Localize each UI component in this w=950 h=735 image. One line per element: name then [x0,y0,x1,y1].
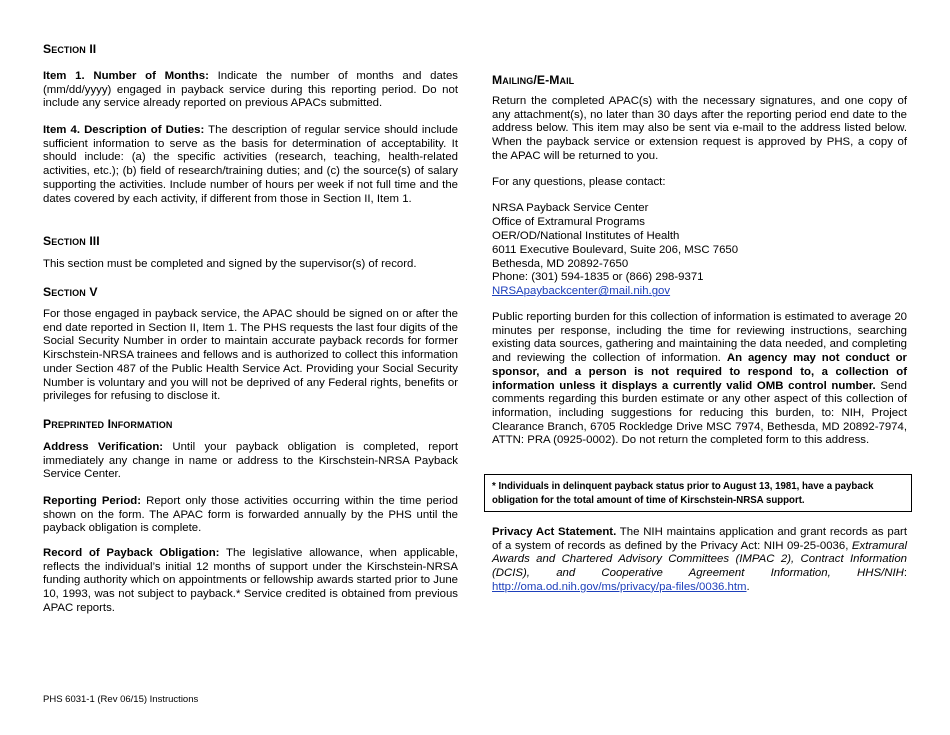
privacy-act-statement [492,526,907,595]
delinquent-status-note: * Individuals in delinquent payback status prior to August 13, 1981, have a payback obligation for the total amount of time of Kirschstein-NRSA support. [492,481,874,506]
item-4-text: The description of regular service should include sufficient information to serve as the basis for determination of acceptability. It should include: (a) the specific activities (research, teaching, health-related activities, etc.); (b) field of research/training duties; and (c) the source(s) of salary supporting the activities. Include number of hours per week if not full time and the dates covered by each activity, if different from those in Section II, Item 1. [43,124,458,205]
burden-statement [492,311,907,448]
form-footer: PHS 6031-1 (Rev 06/15) Instructions [43,694,199,705]
mailing-heading: Mailing/E-Mail [492,73,575,87]
address-line: Office of Extramural Programs [492,215,645,228]
privacy-italic: Extramural Awards and Chartered Advisory Committees (IMPAC 2), Contract Information (DCIS), and Cooperative Agreement Information, HHS/NIH [492,539,907,580]
address-line: NRSA Payback Service Center [492,202,649,214]
address-verification-text: Until your payback obligation is completed, report immediately any change in name or address to the Kirschstein-NRSA Payback Service Center. [43,441,458,481]
burden-text-2: Send comments regarding this burden estimate or any other aspect of this collection of information, including suggestions for reducing this burden, to: NIH, Project Clearance Branch, 6705 Rockledge Drive MSC 7974, Bethesda, MD 20892-7974, ATTN: PRA (0925-0002). Do not return the completed form to this address. [492,379,907,447]
address-line: Phone: (301) 594-1835 or (866) 298-9371 [492,271,704,284]
email-link[interactable]: NRSApaybackcenter@mail.nih.gov [492,285,671,298]
address-line: Bethesda, MD 20892-7650 [492,257,629,270]
privacy-label: Privacy Act Statement. [492,526,617,538]
reporting-period-text: Report only those activities occurring within the time period shown on the form. The APAC form is forwarded annually by the PHS until the payback obligation is complete. [43,495,458,535]
privacy-end: . [746,580,750,593]
item-1-label: Item 1. Number of Months: [43,70,209,82]
item-1-paragraph [43,70,458,111]
item-1-text: Indicate the number of months and dates (mm/dd/yyyy) engaged in payback service during this reporting period. Do not include any service already reported on previous APACs submitted. [43,70,458,110]
questions-text: For any questions, please contact: [492,176,666,188]
preprinted-heading: Preprinted Information [43,417,173,431]
burden-bold-text: An agency may not conduct or sponsor, and a person is not required to respond to, a collection of information unless it displays a currently valid OMB control number. [492,352,907,392]
address-verification-label: Address Verification: [43,441,164,453]
item-4-label: Item 4. Description of Duties: [43,124,205,136]
address-line: OER/OD/National Institutes of Health [492,229,680,242]
section-2-heading: Section II [43,42,97,56]
record-of-payback-paragraph [43,547,458,616]
reporting-period-label: Reporting Period: [43,495,142,507]
address-line: 6011 Executive Boulevard, Suite 206, MSC 7650 [492,243,739,256]
delinquent-status-note-box [484,474,912,512]
reporting-period-paragraph [43,495,458,536]
record-of-payback-label: Record of Payback Obligation: [43,547,220,559]
privacy-text-2: : [903,567,907,580]
section-5-heading: Section V [43,285,98,299]
address-verification-paragraph [43,441,458,482]
privacy-link[interactable]: http://oma.od.nih.gov/ms/privacy/pa-files/0036.htm [492,580,747,593]
privacy-text-1: The NIH maintains application and grant records as part of a system of records as defined by the Privacy Act: NIH 09-25-0036, [492,526,907,552]
mailing-text: Return the completed APAC(s) with the necessary signatures, and one copy of any attachment(s), no later than 30 days after the reporting period end date to the address below. This item may also be sent via e-mail to the address listed below. When the payback service or extension request is approved by PHS, a copy of the APAC will be returned to you. [492,95,907,162]
contact-address [492,202,907,299]
record-of-payback-text: The legislative allowance, when applicable, reflects the individual’s initial 12 months of support under the Kirschstein-NRSA funding authority which on appointments or fellowship awards started prior to June 10, 1993, was not subject to payback.* Service credited is obtained from previous APAC reports. [43,547,459,614]
section-3-heading: Section III [43,234,100,248]
section-5-text: For those engaged in payback service, the APAC should be signed on or after the end date reported in Section II, Item 1. The PHS requests the last four digits of the Social Security Number in order to maintain accurate payback records for former Kirschstein-NRSA trainees and fellows and is authorized to collect this information under Section 487 of the Public Health Service Act. Providing your Social Security Number is voluntary and you will not be deprived of any Federal rights, benefits or privileges for refusing to disclose it. [43,308,458,403]
item-4-paragraph [43,124,458,206]
burden-text-1: Public reporting burden for this collection of information is estimated to average 20 minutes per response, including the time for reviewing instructions, searching existing data sources, gathering and maintaining the data needed, and completing and reviewing the collection of information. [492,311,907,365]
section-3-text: This section must be completed and signed by the supervisor(s) of record. [43,258,417,270]
